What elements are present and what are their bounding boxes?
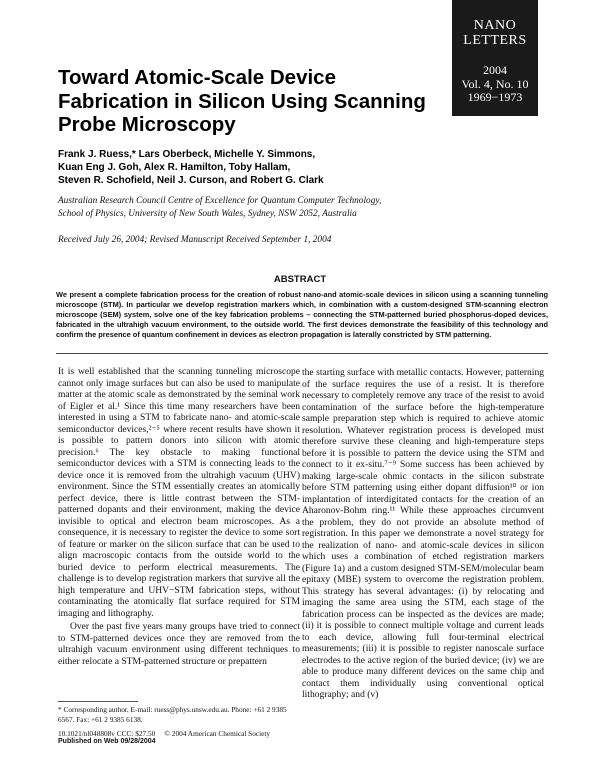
body-paragraph: Over the past five years many groups have tried to connect to STM-patterned devices once they are removed from the ultrahigh vacuum environment using different techniques to either relocate a STM-patterned structure or prepattern — [58, 621, 300, 667]
abstract-text: We present a complete fabrication process for the creation of robust nano-and atomic-scale devices in silicon using a scanning tunneling microscope (STM). In particular we develop registration markers which, in combination with a custom-designed STM-scanning electron microscope (SEM) system, solve one of the key fabrication problems – connecting the STM-patterned buried phosphorus-doped devices, fabricated in the ultrahigh vacuum environment, to the outside world. The first devices demonstrate the feasibility of this technology and confirm the presence of quantum confinement in devices as electron propagation is laterally constricted by STM patterning. — [56, 290, 548, 339]
body-paragraph: the starting surface with metallic contacts. However, patterning of the surface requires the use of a resist. It is therefore necessary to completely remove any trace of the resist to avoid contamination of the surface before the high-temperature sample preparation step which is required to achieve atomic resolution. Whatever registration process is developed must therefore survive these cleaning and high-temperature steps before it is possible to pattern the device using the STM and connect to it ex-situ.⁷⁻⁹ Some success has been achieved by making large-scale ohmic contacts in the silicon substrate before STM patterning using either dopant diffusion¹⁰ or ion implantation of interdigitated contacts for the creation of an Aharonov-Bohm ring.¹¹ While these approaches circumvent the problem, they do not provide an absolute method of registration. In this paper we demonstrate a novel strategy for the realization of nano- and atomic-scale devices in silicon which uses a combination of etched registration markers (Figure 1a) and a custom designed STM-SEM/molecular beam epitaxy (MBE) system to overcome the registration problem. This strategy has several advantages: (i) by relocating and imaging the same area using the STM, each stage of the fabrication process can be inspected as the devices are made; (ii) it is possible to connect multiple voltage and current leads to each device, allowing full four-terminal electrical measurements; (iii) it is possible to register nanoscale surface electrodes to the active region of the buried device; (iv) we are able to produce many different devices on the same chip and contact them individually using conventional optical lithography; and (v) — [302, 367, 544, 700]
abstract-divider — [56, 353, 548, 354]
affiliation-line-1: Australian Research Council Centre of Excellence for Quantum Computer Technology, — [58, 196, 382, 206]
journal-name-line1: NANO — [473, 18, 517, 33]
journal-volume: Vol. 4, No. 10 — [461, 76, 529, 91]
body-column-left — [58, 366, 300, 667]
doi-copyright: 10.1021/nl048808v CCC: $27.50 © 2004 American Chemical Society — [58, 729, 271, 738]
abstract-heading: ABSTRACT — [273, 274, 327, 285]
affiliation-line-2: School of Physics, University of New South Wales, Sydney, NSW 2052, Australia — [58, 209, 357, 219]
body-paragraph: It is well established that the scanning tunneling microscope cannot only image surfaces but can also be used to manipulate matter at the atomic scale as demonstrated by the seminal work of Eigler et al.¹ Since this time many researchers have been interested in using a STM to fabricate nano- and atomic-scale semiconductor devices,²⁻⁵ where recent results have shown it is possible to pattern donors into silicon with atomic precision.⁶ The key obstacle to making functional semiconductor devices with a STM is connecting leads to the device once it is removed from the ultrahigh vacuum (UHV) environment. Since the STM essentially creates an atomically perfect device, there is little contrast between the STM-patterned dopants and their environment, making the device invisible to optical and electron beam microscopes. As a consequence, it is necessary to register the device to some sort of feature or marker on the silicon surface that can be used to align macroscopic contacts from the outside world to the buried device to perform electrical measurements. The challenge is to develop registration markers that survive all the high temperature and UHV−STM fabrication steps, without contaminating the atomically flat surface required for STM imaging and lithography. — [58, 366, 300, 619]
received-dates: Received July 26, 2004; Revised Manuscript Received September 1, 2004 — [58, 235, 332, 245]
published-on-web: Published on Web 09/28/2004 — [58, 738, 156, 745]
paper-title: Toward Atomic-Scale Device Fabrication in Silicon Using Scanning Probe Microscopy — [58, 66, 426, 136]
journal-year: 2004 — [483, 63, 507, 77]
journal-pages: 1969−1973 — [467, 90, 523, 104]
journal-info-box — [452, 0, 538, 116]
author-line-1: Frank J. Ruess,* Lars Oberbeck, Michelle Y. Simmons, — [58, 149, 316, 160]
body-column-right — [302, 367, 544, 701]
footnote-divider — [58, 701, 138, 702]
journal-name-line2: LETTERS — [463, 33, 527, 48]
author-line-3: Steven R. Schofield, Neil J. Curson, and Robert G. Clark — [58, 175, 324, 186]
corresponding-author-footnote: * Corresponding author. E-mail: ruess@phys.unsw.edu.au. Phone: +61 2 9385 6567. Fax: +61 2 9385 6138. — [58, 705, 287, 724]
author-line-2: Kuan Eng J. Goh, Alex R. Hamilton, Toby Hallam, — [58, 162, 291, 173]
